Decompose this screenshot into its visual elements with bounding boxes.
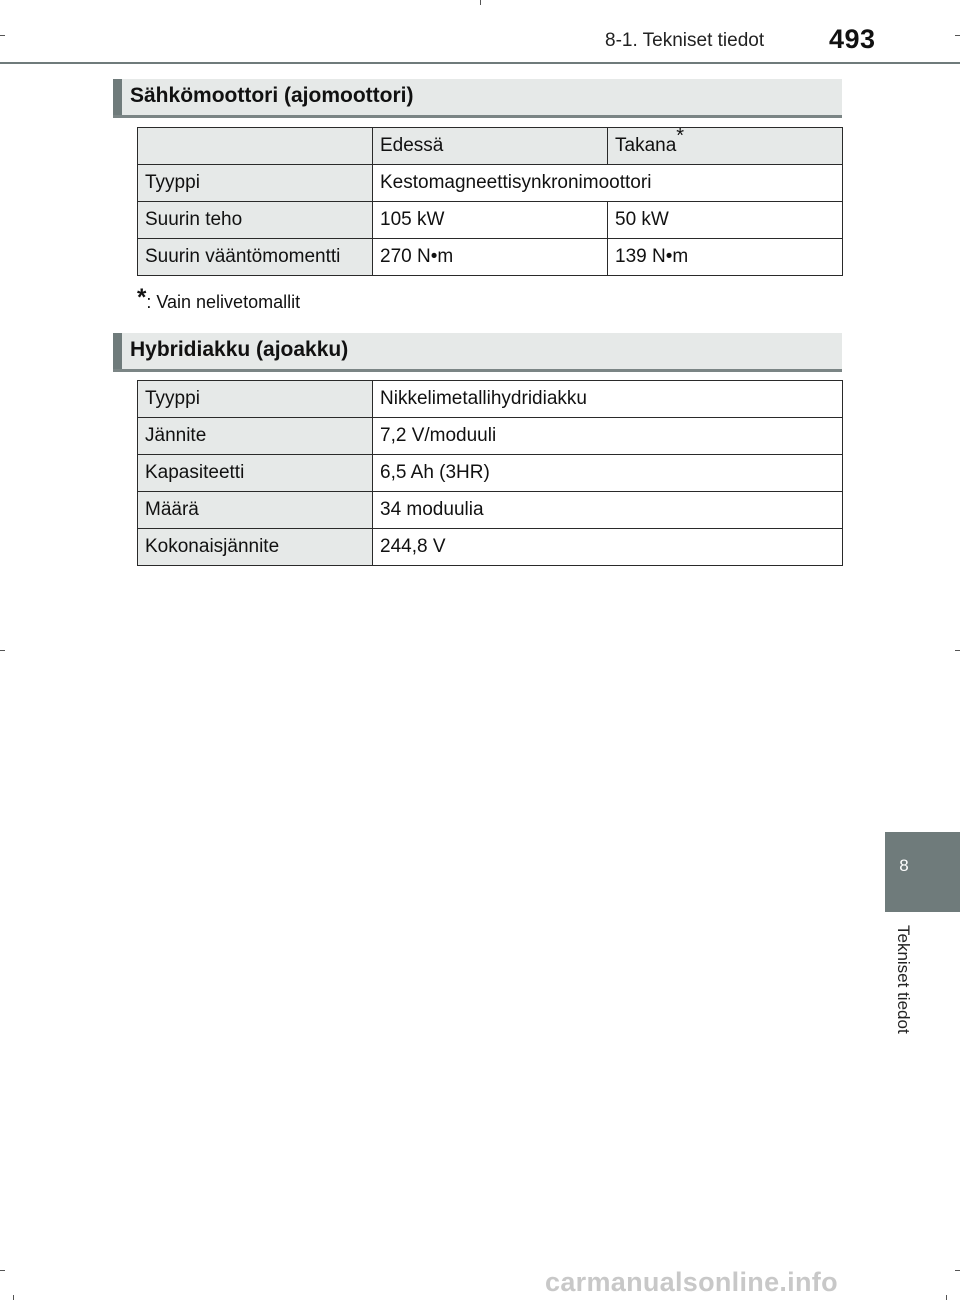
row-value: 7,2 V/moduuli [373, 418, 843, 455]
crop-mark [0, 35, 5, 36]
row-label: Kapasiteetti [138, 455, 373, 492]
header-section-title: 8-1. Tekniset tiedot [605, 30, 765, 51]
table-corner-cell [138, 128, 373, 165]
page-number: 493 [829, 24, 876, 54]
row-value: Nikkelimetallihydridiakku [373, 381, 843, 418]
crop-mark [946, 1295, 947, 1300]
row-value: 34 moduulia [373, 492, 843, 529]
table-row [138, 239, 843, 276]
row-value-front: 105 kW [373, 202, 608, 239]
row-value-rear: 139 N•m [608, 239, 843, 276]
row-label: Määrä [138, 492, 373, 529]
chapter-number: 8 [899, 856, 909, 875]
table-row [138, 418, 843, 455]
row-value: 6,5 Ah (3HR) [373, 455, 843, 492]
row-value: Kestomagneettisynkronimoottori [373, 165, 843, 202]
battery-section-heading [113, 333, 842, 372]
row-label: Jännite [138, 418, 373, 455]
battery-section-title: Hybridiakku (ajoakku) [130, 338, 349, 361]
crop-mark [480, 0, 481, 5]
footnote-marker: * [676, 124, 685, 147]
motor-section-heading [113, 79, 842, 118]
table-row [138, 455, 843, 492]
table-row [138, 529, 843, 566]
row-label: Suurin teho [138, 202, 373, 239]
column-header-rear-label: Takana [615, 135, 677, 156]
motor-spec-table [137, 124, 843, 276]
header-rule [0, 62, 960, 64]
column-header-front: Edessä [373, 128, 608, 165]
column-header-rear [608, 124, 843, 165]
row-label: Kokonaisjännite [138, 529, 373, 566]
table-row [138, 381, 843, 418]
row-value: 244,8 V [373, 529, 843, 566]
table-row [138, 202, 843, 239]
row-label: Tyyppi [138, 381, 373, 418]
footnote [137, 284, 301, 315]
row-value-front: 270 N•m [373, 239, 608, 276]
heading-accent [113, 79, 122, 115]
row-value-rear: 50 kW [608, 202, 843, 239]
heading-accent [113, 333, 122, 369]
row-label: Tyyppi [138, 165, 373, 202]
table-row [138, 165, 843, 202]
crop-mark [955, 35, 960, 36]
footnote-marker: * [137, 284, 147, 311]
crop-mark [0, 1270, 5, 1271]
table-row [138, 492, 843, 529]
watermark: carmanualsonline.info [545, 1267, 838, 1297]
crop-mark [955, 1270, 960, 1271]
motor-section-title: Sähkömoottori (ajomoottori) [130, 84, 414, 107]
row-label: Suurin vääntömomentti [138, 239, 373, 276]
table-header-row [138, 128, 843, 165]
crop-mark [955, 650, 960, 651]
chapter-tab[interactable] [885, 832, 960, 912]
battery-spec-table [137, 380, 843, 566]
chapter-tab-label: Tekniset tiedot [894, 925, 913, 1034]
footnote-text: : Vain nelivetomallit [146, 292, 301, 312]
crop-mark [0, 650, 5, 651]
crop-mark [13, 1295, 14, 1300]
